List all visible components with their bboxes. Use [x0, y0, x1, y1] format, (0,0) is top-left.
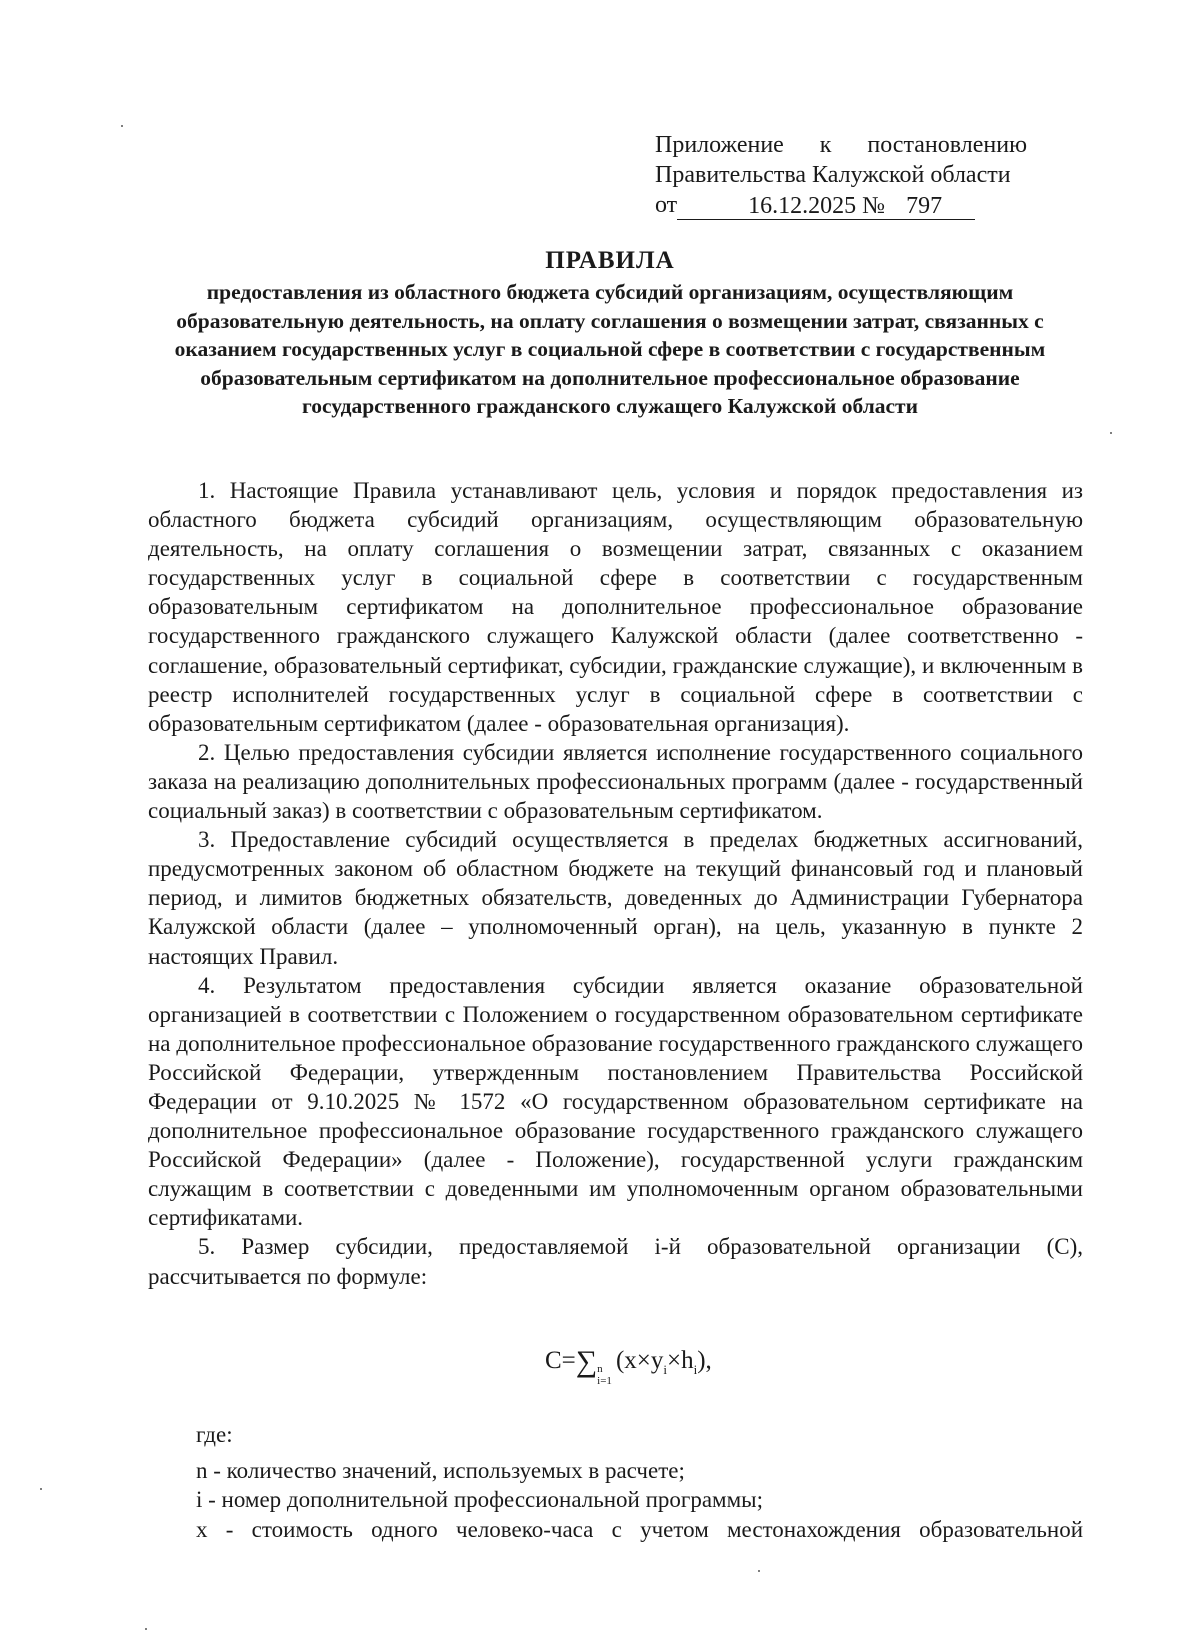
appendix-header — [655, 130, 1027, 220]
document-title — [140, 246, 1080, 421]
formula-definitions — [196, 1420, 1083, 1544]
document-body — [148, 476, 1083, 1291]
appendix-preposition: к — [819, 132, 832, 158]
scan-speck — [145, 1628, 147, 1630]
paragraph-2: 2. Целью предоставления субсидии является исполнение государственного социального заказа на реализацию дополнительных профессиональных программ (далее - государственный социальный заказ) в соответствии с образовательным сертификатом. — [148, 739, 1083, 824]
title-subtitle: предоставления из областного бюджета субсидий организациям, осуществляющим образовательную деятельность, на оплату соглашения о возмещении затрат, связанных с оказанием государственных услуг в социальной сфере в соответствии с государственным образовательным сертификатом на дополнительное профессиональное образование государственного гражданского служащего Калужской области — [174, 280, 1046, 418]
paragraph-3: 3. Предоставление субсидий осуществляется в пределах бюджетных ассигнований, предусмотренных законом об областном бюджете на текущий финансовый год и плановый период, и лимитов бюджетных обязательств, доведенных до Администрации Губернатора Калужской области (далее – уполномоченный орган), на цель, указанную в пункте 2 настоящих Правил. — [148, 827, 1083, 969]
formula-sub-h: i — [693, 1362, 698, 1377]
definition-item: i - номер дополнительной профессиональной программы; — [196, 1487, 764, 1512]
scan-speck — [40, 1488, 42, 1490]
formula-close: ), — [697, 1347, 712, 1374]
formula-mid: ×h — [667, 1347, 694, 1374]
government-line: Правительства Калужской области — [655, 162, 1011, 188]
date-prefix: от — [655, 192, 678, 218]
appendix-line — [655, 130, 1027, 160]
scan-speck — [1110, 432, 1112, 434]
paragraph-4: 4. Результатом предоставления субсидии является оказание образовательной организацией в соответствии с Положением о государственном образовательном сертификате на дополнительное профессиональное образование государственного гражданского служащего Российской Федерации, утвержденным постановлением Правительства Российской Федерации от 9.10.2025 № 1572 «О государственном образовательном сертификате на дополнительное профессиональное образование государственного гражданского служащего Российской Федерации» (далее - Положение), государственной услуги гражданским служащим в соответствии с доведенными им уполномоченным органом образовательными сертификатами. — [148, 972, 1083, 1231]
formula-lhs: C= — [545, 1347, 576, 1374]
subsidy-formula — [545, 1346, 712, 1387]
sum-limits — [597, 1363, 612, 1387]
sum-symbol: ∑ — [575, 1345, 598, 1378]
date-number-line — [655, 190, 1027, 220]
number-sign: № — [862, 193, 886, 219]
formula-sub-y: i — [663, 1362, 667, 1377]
sum-lower: i=1 — [597, 1375, 612, 1387]
appendix-resolution-word: постановлению — [867, 132, 1027, 158]
definition-item: n - количество значений, используемых в расчете; — [196, 1457, 685, 1483]
appendix-word: Приложение — [655, 132, 784, 158]
resolution-number: 797 — [885, 193, 975, 220]
paragraph-1: 1. Настоящие Правила устанавливают цель, условия и порядок предоставления из областного бюджета субсидий организациям, осуществляющим образовательную деятельность, на оплату соглашения о возмещении затрат, связанных с оказанием государственных услуг в социальной сфере в соответствии с государственным образовательным сертификатом на дополнительное профессиональное образование государственного гражданского служащего Калужской области (далее соответственно - соглашение, образовательный сертификат, субсидии, гражданские служащие), и включенным в реестр исполнителей государственных услуг в социальной сфере в соответствии с образовательным сертификатом (далее - образовательная организация). — [148, 478, 1083, 736]
where-label: где: — [196, 1422, 233, 1447]
scan-speck — [121, 125, 123, 127]
scan-speck — [758, 1570, 760, 1572]
definition-item: x - стоимость одного человеко-часа с учетом местонахождения образовательной — [196, 1516, 1083, 1542]
sum-upper: n — [597, 1363, 603, 1375]
formula-open: (x×y — [615, 1347, 664, 1374]
paragraph-5: 5. Размер субсидии, предоставляемой i-й образовательной организации (C), рассчитывается по формуле: — [148, 1234, 1083, 1289]
resolution-date: 16.12.2025 — [677, 193, 862, 220]
title-main: ПРАВИЛА — [545, 247, 675, 274]
